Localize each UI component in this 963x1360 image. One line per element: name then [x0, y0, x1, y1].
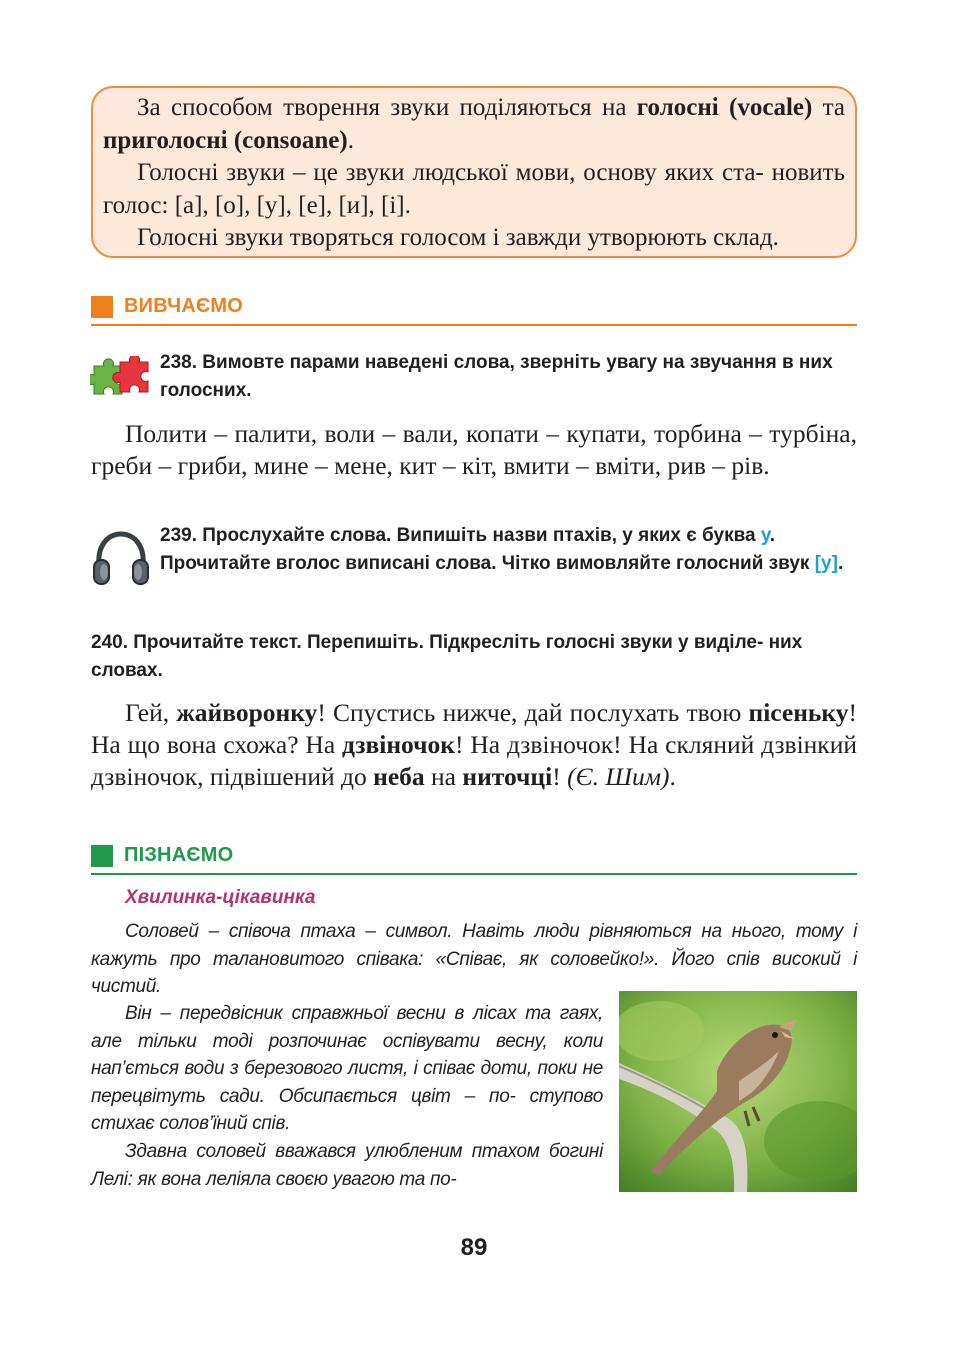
info-paragraph-3: Здавна соловей вважався улюбленим птахом богині Лелі: як вона леліяла своєю увагою та по-: [91, 1141, 603, 1190]
info-title: Хвилинка-цікавинка: [125, 887, 316, 908]
rule-paragraph-1: За способом творення звуки поділяються на голосні (vocale) та приголосні (consoane).: [103, 94, 845, 154]
task-238-heading: 238. Вимовте парами наведені слова, зверніть увагу на звучання в них голосних.: [160, 352, 833, 401]
section-title-piznaiemo: ПІЗНАЄМО: [124, 844, 234, 866]
author: (Є. Шим): [567, 762, 670, 791]
rule-box: [91, 86, 857, 258]
rule-paragraph-3: Голосні звуки творяться голосом і завжди утворюють склад.: [137, 224, 779, 251]
section-divider: [91, 324, 857, 326]
section-divider: [91, 873, 857, 875]
page-number: 89: [460, 1234, 488, 1261]
info-paragraph-2: Він – передвісник справжньої весни в лісах та гаях, але тільки тоді розпочинає оспівувати весну, коли нап’ється води з березового листя, і співає доти, поки не перецвітуть сади. Обсипається цвіт – по- ступово стихає солов’їний спів.: [91, 1003, 603, 1134]
nightingale-image: [619, 991, 857, 1192]
info-paragraph-1: Соловей – співоча птаха – символ. Навіть люди рівняються на нього, тому і кажуть про талановитого співака: «Співає, як соловейко!». Його спів високий і чистий.: [91, 921, 857, 997]
rule-paragraph-2: Голосні звуки – це звуки людської мови, основу яких ста- новить голос: [а], [о], [у], [е], [и], [і].: [103, 159, 845, 219]
task-239-heading: 239. Прослухайте слова. Випишіть назви птахів, у яких є буква у. Прочитайте вголос виписані слова. Чітко вимовляйте голосний звук [у].: [160, 525, 844, 574]
task-238-words: Полити – палити, воли – вали, копати – купати, торбина – турбіна, греби – гриби, мине – мене, кит – кіт, вмити – вміти, рив – рів.: [91, 419, 857, 480]
puzzle-icon: [90, 356, 152, 396]
section-title-vyvchaiemo: ВИВЧАЄМО: [124, 295, 244, 317]
task-240-text: Гей, жайворонку! Спустись нижче, дай послухать твою пісеньку! На що вона схожа? На дзвіночок! На дзвіночок! На скляний дзвінкий дзвіночок, підвішений до неба на ниточці! (Є. Шим).: [91, 698, 857, 791]
task-240-heading: 240. Прочитайте текст. Перепишіть. Підкресліть голосні звуки у виділе- них словах.: [91, 632, 803, 681]
section-marker: [91, 296, 113, 318]
headphones-icon: [91, 530, 151, 586]
section-marker: [91, 845, 113, 867]
